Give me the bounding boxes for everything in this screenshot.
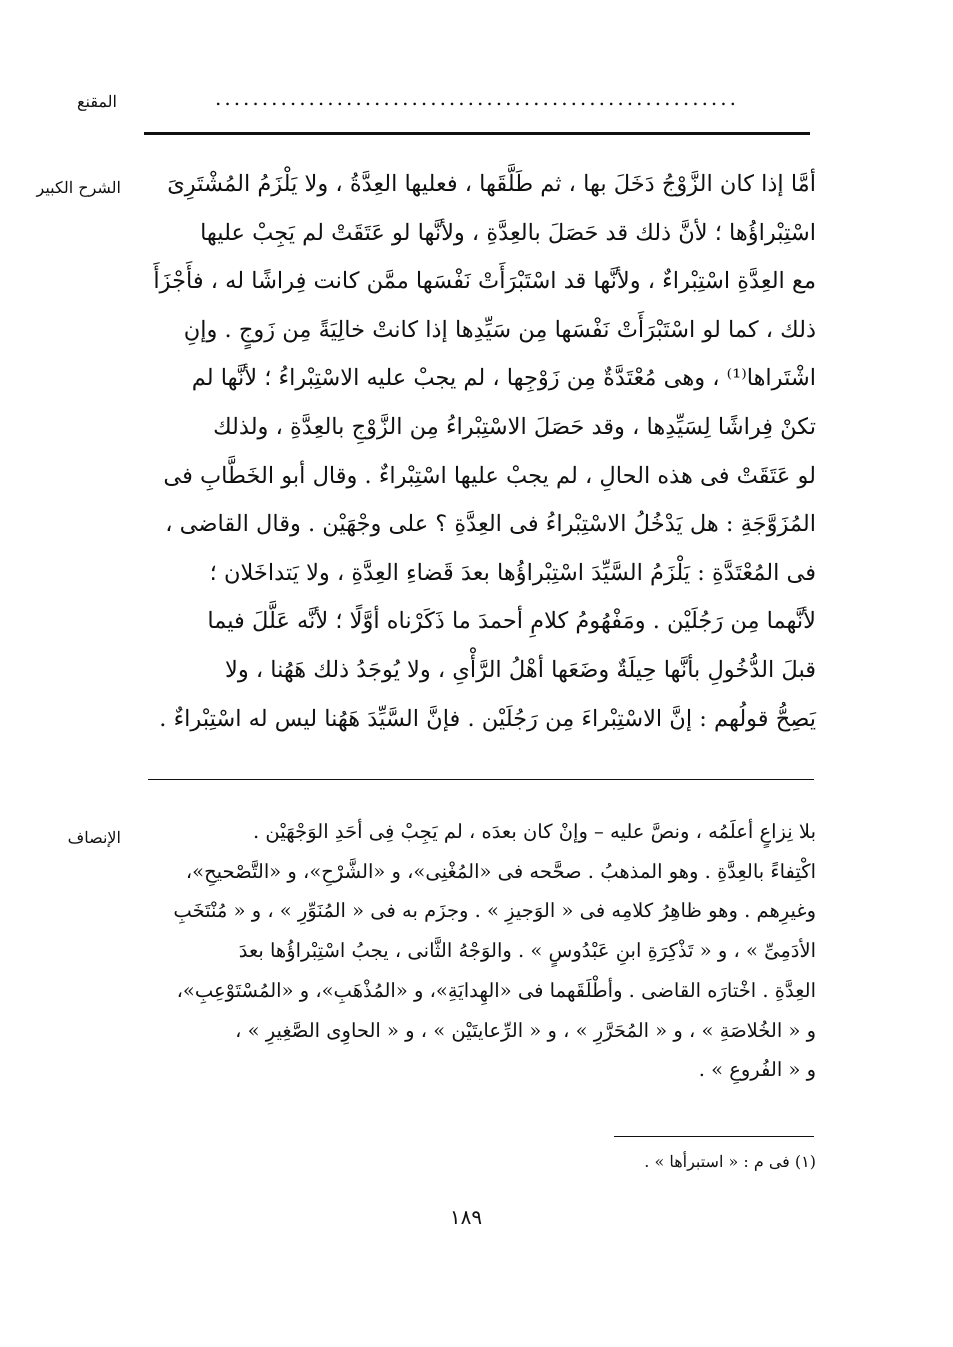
sharh-kabir-label: الشرح الكبير [36,178,121,197]
running-title: المقنع [76,92,117,111]
header-rule [144,132,810,135]
footnote: (١) فى م : « استبرأها » . [644,1152,816,1171]
text-line: وغيرِهم . وهو ظاهِرُ كلامِه فى « الوَجيزِ » . وجزَم به فى « المُنَوِّرِ » ، و « مُنْتَخَبِ [173,899,816,923]
text-line: العِدَّةِ . اخْتارَه القاضى . وأطْلَقَهما فى «الهِدايَةِ»، و «المُذْهَبِ»، و «المُسْتَوْعِبِ»، [176,978,816,1002]
page-number: ١٨٩ [449,1205,483,1229]
leader-dots: ........................................................ [214,86,739,110]
text-line: بلا نِزاعٍ أعلَمُه ، ونصَّ عليه – وإنْ كان بعدَه ، لم يَجِبْ فِى أحَدِ الوَجْهَيْن . [253,820,816,843]
text-line: قبلَ الدُّخُولِ بأنَّها حِيلَةٌ وضَعَها أهْلُ الرَّأْىِ ، ولا يُوجَدُ ذلك هَهُنا ، ولا [224,656,816,683]
text-line: أمَّا إذا كان الزَّوْجُ دَخَلَ بها ، ثم طَلَّقَها ، فعليها العِدَّةُ ، ولا يَلْزَمُ المُشْتَرِىَ [167,171,816,197]
text-line: ذلك ، كما لو اسْتَبْرَأَتْ نَفْسَها مِن سَيِّدِها إذا كانتْ خالِيَةً مِن زَوجٍ . وإنِ [183,316,816,343]
text-line: الأدَمِىِّ » ، و « تَذْكِرَةِ ابنِ عَبْدُوسٍ » . والوَجْهُ الثَّانى ، يجبُ اسْتِبْراؤُها بعدَ [238,939,816,963]
text-line: و « الخُلاصَةِ » ، و « المُحَرَّرِ » ، و « الرِّعايتَيْن » ، و « الحاوِى الصَّغِيرِ » ، [235,1018,816,1042]
text-line: المُزَوَّجَةِ : هل يَدْخُلُ الاسْتِبْراءُ فى العِدَّةِ ؟ على وجْهَيْن . وقال القاضى ، [165,511,816,538]
text-line: اسْتِبْراؤُها ؛ لأنَّ ذلك قد حَصَلَ بالعِدَّةِ ، ولأنَّها لو عَتَقَتْ لم يَجِبْ عليها [200,219,816,246]
text-line: لأنَّهما مِن رَجُلَيْن . ومَفْهُومُ كلامِ أحمدَ ما ذَكَرْناه أوَّلًا ؛ لأنَّه عَلَّلَ فيما [207,608,816,635]
text-line: مع العِدَّةِ اسْتِبْراءٌ ، ولأنَّها قد اسْتَبْرَأَتْ نَفْسَها ممَّن كانت فِراشًا له ، فأَجْزَأَ [153,268,816,295]
text-line: تكنْ فِراشًا لِسَيِّدِها ، وقد حَصَلَ الاسْتِبْراءُ مِن الزَّوْجِ بالعِدَّةِ ، ولذلك [213,413,816,440]
insaf-label: الإنصاف [67,828,121,847]
text-line: فى المُعْتَدَّةِ : يَلْزَمُ السَّيِّدَ اسْتِبْراؤُها بعدَ قَضاءِ العِدَّةِ ، ولا يَتداخَلان ؛ [209,559,816,586]
text-line: اشْتَراها⁽¹⁾ ، وهى مُعْتَدَّةٌ مِن زَوْجِها ، لم يجبْ عليه الاسْتِبْراءُ ؛ لأنَّها لم [191,365,816,392]
text-line: لو عَتَقَتْ فى هذه الحالِ ، لم يجبْ عليها اسْتِبْراءٌ . وقال أبو الخَطَّابِ فى [163,462,816,489]
footnote-rule [614,1136,814,1137]
sharh-kabir-text [140,160,816,743]
section-divider [148,779,814,780]
insaf-text [140,812,816,1090]
text-line: يَصِحُّ قولُهم : إنَّ الاسْتِبْراءَ مِن رَجُلَيْن . فإنَّ السَّيِّدَ هَهُنا ليس له اسْتِبْراءٌ . [159,705,816,732]
text-line: و « الفُروعِ » . [698,1058,816,1082]
text-line: اكْتِفاءً بالعِدَّةِ . وهو المذهبُ . صحَّحه فى «المُغْنِى»، و «الشَّرْحِ»، و «التَّصْحيحِ»، [185,859,816,883]
